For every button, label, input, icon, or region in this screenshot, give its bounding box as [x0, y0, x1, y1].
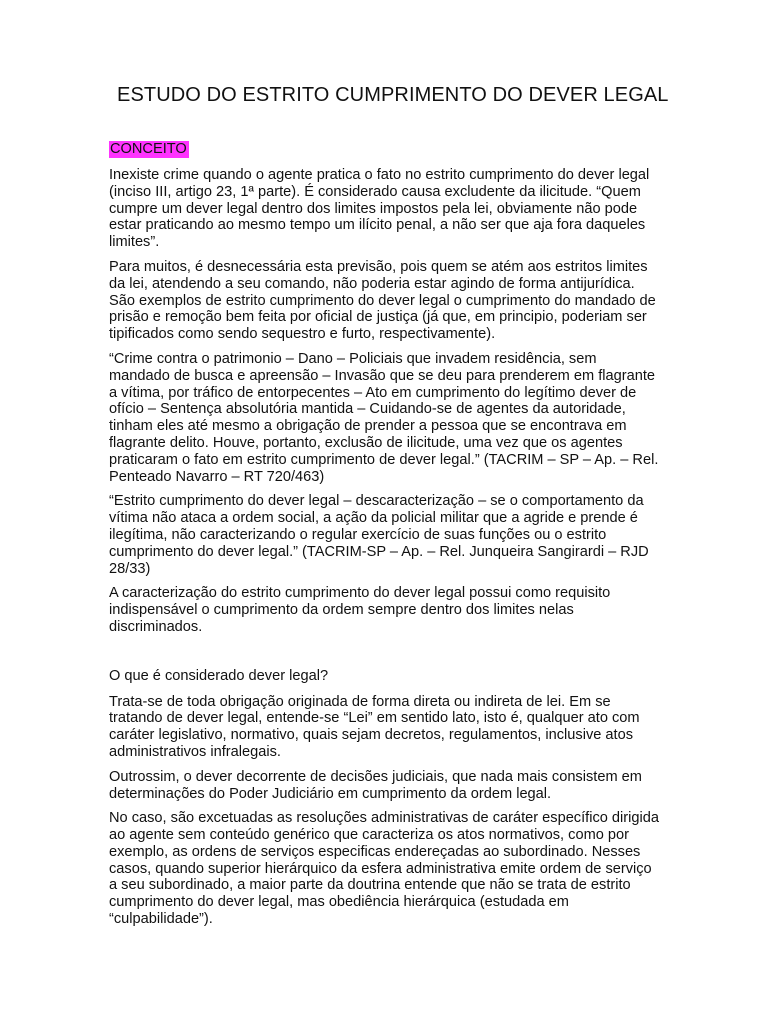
paragraph-requisito: A caracterização do estrito cumprimento do dever legal possui como requisito indispensável o cumprimento da ordem sempre dentro dos limites nelas discriminados.	[109, 585, 611, 635]
paragraph-no-caso: No caso, são excetuadas as resoluções administrativas de caráter específico dirigida ao agente sem conteúdo genérico que caracteriza os atos normativos, como por exemplo, as ordens de serviços especificas endereçadas ao subordinado. Nesses casos, quando superior hierárquico da esfera administrativa emite ordem de serviço a seu subordinado, a maior parte da doutrina entende que não se trata de estrito cumprimento do dever legal, mas obediência hierárquica (estudada em “culpabilidade”).	[109, 810, 659, 928]
paragraph-jurisprudence-2: “Estrito cumprimento do dever legal – descaracterização – se o comportamento da vítima não ataca a ordem social, a ação da policial militar que a agride e prende é ilegítima, não caracterizando o regular exercício de suas funções ou o estrito cumprimento do dever legal.” (TACRIM-SP – Ap. – Rel. Junqueira Sangirardi – RJD 28/33)	[109, 493, 649, 577]
paragraph-outrossim: Outrossim, o dever decorrente de decisões judiciais, que nada mais consistem em determinações do Poder Judiciário em cumprimento da ordem legal.	[109, 768, 642, 802]
spacer	[109, 644, 661, 668]
document-body	[109, 141, 661, 936]
section-label-conceito: CONCEITO	[110, 141, 187, 157]
section-label-wrap	[109, 141, 661, 159]
paragraph-dever-legal: Trata-se de toda obrigação originada de forma direta ou indireta de lei. Em se tratando de dever legal, entende-se “Lei” em sentido lato, isto é, qualquer ato com caráter legislativo, normativo, quais sejam decretos, regulamentos, inclusive atos administrativos infralegais.	[109, 693, 640, 760]
document-title: ESTUDO DO ESTRITO CUMPRIMENTO DO DEVER LEGAL	[117, 84, 669, 106]
paragraph-definition: Inexiste crime quando o agente pratica o fato no estrito cumprimento do dever legal (inciso III, artigo 23, 1ª parte). É considerado causa excludente da ilicitude. “Quem cumpre um dever legal dentro dos limites impostos pela lei, obviamente não pode estar praticando ao mesmo tempo um ilícito penal, a não ser que aja fora daqueles limites”.	[109, 167, 650, 251]
paragraph-previsao: Para muitos, é desnecessária esta previsão, pois quem se atém aos estritos limites da lei, atendendo a seu comando, não poderia estar agindo de forma antijurídica. São exemplos de estrito cumprimento do dever legal o cumprimento do mandado de prisão e remoção bem feita por oficial de justiça (já que, em principio, poderiam ser tipificados como sendo sequestro e furto, respectivamente).	[109, 258, 656, 343]
question-heading: O que é considerado dever legal?	[109, 667, 329, 684]
paragraph-jurisprudence-1: “Crime contra o patrimonio – Dano – Policiais que invadem residência, sem mandado de busca e apreensão – Invasão que se deu para prenderem em flagrante a vítima, por tráfico de entorpecentes – Ato em cumprimento do legítimo dever de ofício – Sentença absolutória mantida – Cuidando-se de agentes da autoridade, tinham eles até mesmo a obrigação de prender a pessoa que se encontrava em flagrante delito. Houve, portanto, exclusão de ilicitude, uma vez que os agentes praticaram o fato em estrito cumprimento de dever legal.” (TACRIM – SP – Ap. – Rel. Penteado Navarro – RT 720/463)	[109, 350, 659, 485]
